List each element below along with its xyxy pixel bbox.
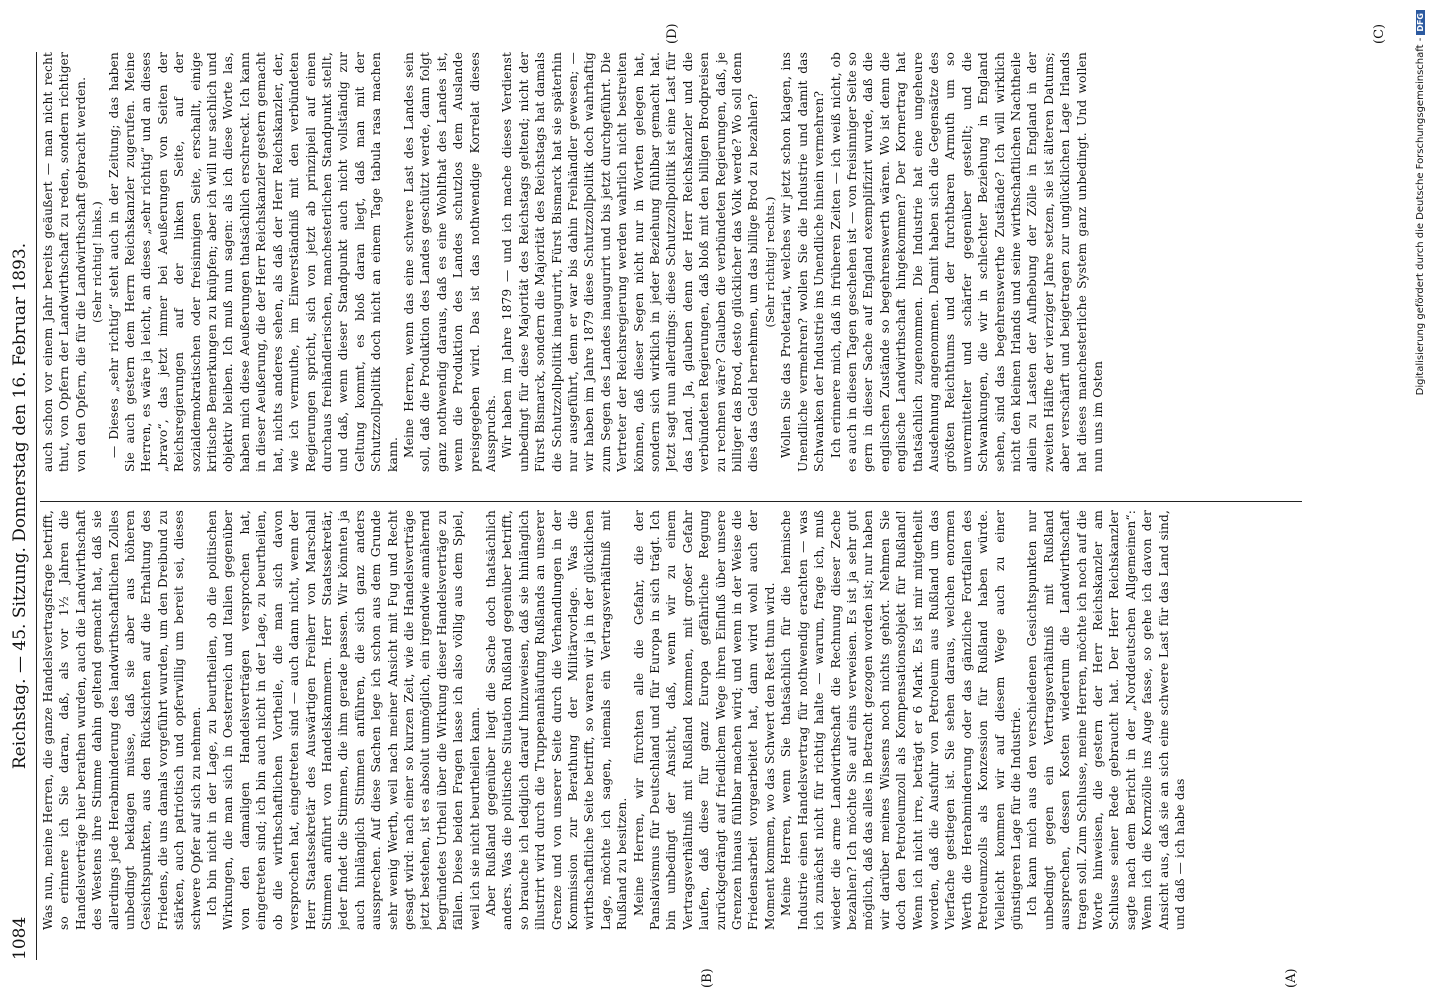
header-rule (36, 52, 37, 960)
interjection: (Sehr richtig! rechts.) (762, 196, 777, 328)
paragraph: — Dieses „sehr richtig“ steht auch in der Zeitung; das haben Sie auch gestern dem Herrn Reichskanzler zugerufen. Meine Herren, es wäre ja leicht, an dieses „sehr richtig“ und an dieses „bravo“, das jetzt immer bei Aeußerungen von Seiten der Reichsregierungen auf der linken Seite, auf der sozialdemokratischen oder freisinnigen Seite, erschallt, einige kritische Bemerkungen zu knüpfen; aber ich will nur sachlich und objektiv bleiben. Ich muß nun sagen: als ich diese Worte las, haben mich diese Aeußerungen thatsächlich erschreckt. Ich kann in dieser Aeußerung, die der Herr Reichskanzler gestern gemacht hat, nichts anderes sehen, als daß der Herr Reichskanzler, der, wie ich vermuthe, im Einverständniß mit den verbündeten Regierungen spricht, sich von jetzt ab prinzipiell auf einen durchaus freihändlerischen, manchesterlichen Standpunkt stellt, und daß, wenn dieser Standpunkt auch nicht vollständig zur Geltung kommt, es bloß daran liegt, daß man mit der Schutzzollpolitik doch nicht an einem Tage tabula rasa machen kann. (106, 52, 400, 472)
paragraph: Ich erinnere mich, daß in früheren Zeiten — ich weiß nicht, ob es auch in diesen Tagen geschehen ist — von freisinniger Seite so gern in dieser Sache auf England exemplifizirt wurde, daß die englischen Zustände so begehrenswerth wären. Wo ist denn die englische Landwirthschaft hingekommen? Der Kornertrag hat thatsächlich zugenommen. Die Industrie hat eine ungeheure Ausdehnung angenommen. Damit haben sich die Gegensätze des größten Reichthums und der furchtbaren Armuth um so unvermittelter und schärfer gegenüber gestellt; und die Schwankungen, die wir in schlechter Beziehung in England sehen, sind das begehrenswerthe Zustände? Ich will wirklich nicht den kleinen Irlands und seine wirthschaftlichen Nachtheile allein zu Lasten der Aufhebung der Zölle in England in der zweiten Hälfte der vierziger Jahre setzen, sie ist älteren Datums; aber verschärft und beigetragen zur unglücklichen Lage Irlands hat dieses manchesterliche System ganz unbedingt. Und wollen nun uns im Osten (828, 52, 1105, 472)
paragraph: Meine Herren, wir fürchten alle die Gefahr, die der Panslavismus für Deutschland und für Europa in sich trägt. Ich bin unbedingt der Ansicht, daß, wenn wir zu einem Vertragsverhältniß mit Rußland kommen, mit großer Gefahr laufen, daß diese für ganz Europa gefährliche Regung zurückgedrängt auf friedlichem Wege ihren Einfluß über unsere Grenzen hinaus fühlbar machen wird; und wenn in der Weise die Friedensarbeit vorgearbeitet hat, dann wird wohl auch der Moment kommen, wo das Schwert den Rest thun wird. (631, 510, 777, 930)
left-column (40, 510, 1302, 930)
credit-text: Digitalisierung gefördert durch die Deutsche Forschungsgemeinschaft - (1415, 37, 1426, 396)
column-divider (40, 501, 1302, 502)
paragraph: Meine Herren, wenn das eine schwere Last des Landes sein soll, daß die Produktion des Landes geschützt werde, dann folgt ganz nothwendig daraus, daß es eine Wohlthat des Landes ist, wenn die Produktion des Landes schutzlos dem Auslande preisgegeben wird. Das ist das nothwendige Korrelat dieses Ausspruchs. (401, 52, 498, 472)
right-column (40, 52, 1302, 472)
paragraph: Ich bin nicht in der Lage, zu beurtheilen, ob die politischen Wirkungen, die man sich in Oesterreich und Italien gegenüber von den damaligen Handelsverträgen versprochen hat, eingetreten sind; ich bin auch nicht in der Lage, zu beurtheilen, ob die wirthschaftlichen Vortheile, die man sich davon versprochen hat, eingetreten sind — auch dann nicht, wenn der Herr Staatssekretär des Auswärtigen Freiherr von Marschall Stimmen anführt von Handelskammern. Herr Staatssekretär, jeder findet die Stimmen, die ihm gerade passen. Wir könnten ja auch hinlänglich Stimmen anführen, die sich ganz anders aussprechen. Auf diese Sachen lege ich schon aus dem Grunde sehr wenig Werth, weil nach meiner Ansicht mit Fug und Recht gesagt wird: nach einer so kurzen Zeit, wie die Handelsverträge jetzt bestehen, ist es absolut unmöglich, ein irgendwie annähernd begründetes Urtheil über die Wirkung dieser Handelsverträge zu fällen. Diese beiden Fragen lasse ich also völlig aus dem Spiel, weil ich sie nicht beurtheilen kann. (205, 510, 482, 930)
paragraph: Wir haben im Jahre 1879 — und ich mache dieses Verdienst unbedingt für diese Majorität des Reichstags geltend; nicht der Fürst Bismarck, sondern die Majorität des Reichstags hat damals die Schutzzollpolitik inaugurirt, Fürst Bismarck hat sie späterhin nur ausgeführt, denn er war bis dahin Freihändler gewesen; — wir haben im Jahre 1879 diese Schutzzollpolitik doch wahrhaftig zum Segen des Landes inaugurirt und bis jetzt durchgeführt. Die Vertreter der Reichsregierung werden wahrlich nicht bestreiten können, daß dieser Segen nicht nur in Worten gelegen hat, sondern sich wirklich in jeder Beziehung fühlbar gemacht hat. Jetzt sagt nun allerdings: diese Schutzzollpolitik ist eine Last für das Land. Ja, glauben denn der Herr Reichskanzler und die verbündeten Regierungen, daß bloß mit den billigen Brodpreisen zu rechnen wäre? Glauben die verbündeten Regierungen, daß, je billiger das Brod, desto glücklicher das Volk werde? Wo soll denn dies das Geld hernehmen, um das billige Brod zu bezahlen? (500, 52, 761, 472)
margin-marker-d: (D) (665, 23, 680, 44)
margin-marker-c: (C) (1372, 23, 1387, 44)
paragraph: Meine Herren, wenn Sie thatsächlich für die heimische Industrie einen Handelsvertrag für nothwendig erachten — was ich zunächst nicht für richtig halte — warum, frage ich, muß wieder die arme Landwirthschaft die Rechnung dieser Zeche bezahlen? Ich möchte Sie auf eins verweisen. Es ist ja sehr gut möglich, daß das alles in Betracht gezogen worden ist; nur haben wir darüber meines Wissens noch nichts gehört. Nehmen Sie doch den Petroleumzoll als Kompensationsobjekt für Rußland! Wenn ich nicht irre, beträgt er 6 Mark. Es ist mir mitgetheilt worden, daß die Ausfuhr von Petroleum aus Rußland um das Vierfache gestiegen ist. Sie sehen daraus, welchen enormen Werth die Herabminderung oder das gänzliche Fortfallen des Petroleumzolls als Konzession für Rußland haben würde. Vielleicht kommen wir auf diesem Wege auch zu einer günstigeren Lage für die Industrie. (779, 510, 1023, 930)
paragraph: Was nun, meine Herren, die ganze Handelsvertragsfrage betrifft, so erinnere ich Sie daran, daß, als vor 1½ Jahren die Handelsverträge hier berathen wurden, auch die Landwirthschaft des Westens ihre Stimme dahin geltend gemacht hat, daß sie allerdings jede Herabminderung des landwirthschaftlichen Zolles unbedingt beklagen müsse, daß sie aber aus höheren Gesichtspunkten, aus den Rücksichten auf die Erhaltung des Friedens, die uns damals vorgeführt wurden, um den Dreibund zu stärken, auch patriotisch und opferwillig um bereit sei, dieses schwere Opfer auf sich zu nehmen. (41, 510, 203, 930)
paragraph: auch schon vor einem Jahr bereits geäußert — man nicht recht thut, von Opfern der Landwirthschaft zu reden, sondern richtiger von den Opfern, die für die Landwirthschaft gebracht werden. (41, 52, 88, 472)
digitization-credit (1415, 0, 1426, 1000)
paragraph: Wollen Sie das Proletariat, welches wir jetzt schon klagen, ins Unendliche vermehren? wollen Sie die Industrie und damit das Schwanken der Industrie ins Unendliche hinein vermehren? (779, 52, 827, 472)
margin-marker-a: (A) (1284, 968, 1299, 988)
page-header (10, 52, 34, 960)
page-number: 1084 (10, 916, 30, 960)
interjection: (Sehr richtig! links.) (90, 201, 105, 323)
paragraph: Aber Rußland gegenüber liegt die Sache doch thatsächlich anders. Was die politische Situation Rußland gegenüber betrifft, so brauche ich lediglich darauf hinzuweisen, daß sie hinlänglich illustrirt wird durch die Truppenanhäufung Rußlands an unserer Grenze und von unserer Seite durch die Verhandlungen in der Kommission zur Berathung der Militärvorlage. Was die wirthschaftliche Seite betrifft, so waren wir ja in der glücklichen Lage, möchte ich sagen, niemals ein Vertragsverhältniß mit Rußland zu besitzen. (483, 510, 630, 930)
margin-marker-b: (B) (700, 968, 715, 988)
page-title: Reichstag. — 45. Sitzung. Donnerstag den 16. Februar 1893. (10, 242, 30, 770)
paragraph: Ich kann mich aus den verschiedenen Gesichtspunkten nur unbedingt gegen ein Vertragsverhältniß mit Rußland aussprechen, dessen Kosten wiederum die Landwirthschaft tragen soll. Zum Schlusse, meine Herren, möchte ich noch auf die Worte hinweisen, die gestern der Herr Reichskanzler am Schlusse seiner Rede gebraucht hat. Der Herr Reichskanzler sagte nach dem Bericht in der „Norddeutschen Allgemeinen“: Wenn ich die Kornzölle ins Auge fasse, so gehe ich davon der Ansicht aus, daß sie an sich eine schwere Last für das Land sind, und daß — ich habe das (1025, 510, 1188, 930)
dfg-logo: DFG (1416, 10, 1425, 35)
